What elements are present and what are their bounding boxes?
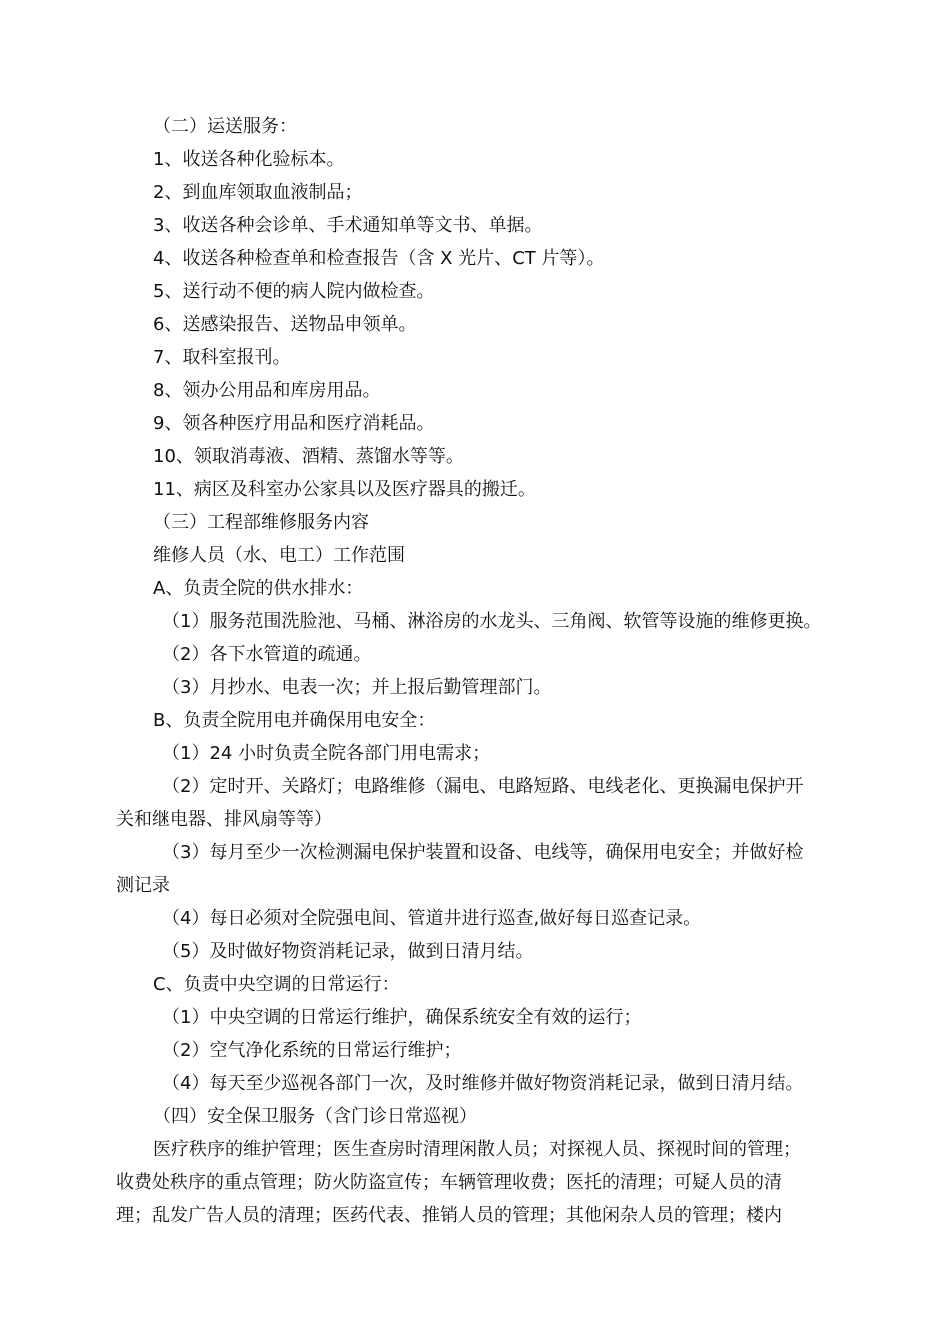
paragraph-line: （2）定时开、关路灯；电路维修（漏电、电路短路、电线老化、更换漏电保护开 <box>162 776 804 797</box>
paragraph-line: 收费处秩序的重点管理；防火防盗宣传；车辆管理收费；医托的清理；可疑人员的清 <box>116 1172 782 1193</box>
section-heading-security: （四）安全保卫服务（含门诊日常巡视） <box>153 1106 477 1127</box>
paragraph-line: （1）中央空调的日常运行维护，确保系统安全有效的运行； <box>162 1007 642 1028</box>
paragraph-line: （4）每天至少巡视各部门一次，及时维修并做好物资消耗记录，做到日清月结。 <box>162 1073 804 1094</box>
paragraph-line: 11、病区及科室办公家具以及医疗器具的搬迁。 <box>153 479 536 500</box>
subheading-line: C、负责中央空调的日常运行： <box>153 974 400 995</box>
subheading-line: B、负责全院用电并确保用电安全： <box>153 710 436 731</box>
paragraph-line: 3、收送各种会诊单、手术通知单等文书、单据。 <box>153 215 543 236</box>
subheading-line: A、负责全院的供水排水： <box>153 578 364 599</box>
paragraph-line: 6、送感染报告、送物品申领单。 <box>153 314 417 335</box>
paragraph-line: （3）每月至少一次检测漏电保护装置和设备、电线等，确保用电安全；并做好检 <box>162 842 804 863</box>
paragraph-line: 7、取科室报刊。 <box>153 347 291 368</box>
paragraph-line: 关和继电器、排风扇等等） <box>116 809 332 830</box>
section-heading-transport: （二）运送服务： <box>153 116 297 137</box>
paragraph-line: 5、送行动不便的病人院内做检查。 <box>153 281 435 302</box>
section-heading-engineering: （三）工程部维修服务内容 <box>153 512 369 533</box>
subheading-line: 维修人员（水、电工）工作范围 <box>153 545 405 566</box>
paragraph-line: 4、收送各种检查单和检查报告（含 X 光片、CT 片等）。 <box>153 248 605 269</box>
paragraph-line: （1）24 小时负责全院各部门用电需求； <box>162 743 491 764</box>
paragraph-line: 理；乱发广告人员的清理；医药代表、推销人员的管理；其他闲杂人员的管理；楼内 <box>116 1205 782 1226</box>
paragraph-line: （1）服务范围洗脸池、马桶、淋浴房的水龙头、三角阀、软管等设施的维修更换。 <box>162 611 822 632</box>
paragraph-line: 10、领取消毒液、酒精、蒸馏水等等。 <box>153 446 464 467</box>
paragraph-line: （2）空气净化系统的日常运行维护； <box>162 1040 462 1061</box>
paragraph-line: （5）及时做好物资消耗记录，做到日清月结。 <box>162 941 534 962</box>
paragraph-line: 测记录 <box>116 875 170 896</box>
paragraph-line: 2、到血库领取血液制品； <box>153 182 363 203</box>
paragraph-line: 医疗秩序的维护管理；医生查房时清理闲散人员；对探视人员、探视时间的管理； <box>153 1139 801 1160</box>
paragraph-line: （2）各下水管道的疏通。 <box>162 644 372 665</box>
paragraph-line: 8、领办公用品和库房用品。 <box>153 380 381 401</box>
paragraph-line: 9、领各种医疗用品和医疗消耗品。 <box>153 413 435 434</box>
paragraph-line: 1、收送各种化验标本。 <box>153 149 345 170</box>
paragraph-line: （3）月抄水、电表一次；并上报后勤管理部门。 <box>162 677 552 698</box>
paragraph-line: （4）每日必须对全院强电间、管道井进行巡查,做好每日巡查记录。 <box>162 908 702 929</box>
